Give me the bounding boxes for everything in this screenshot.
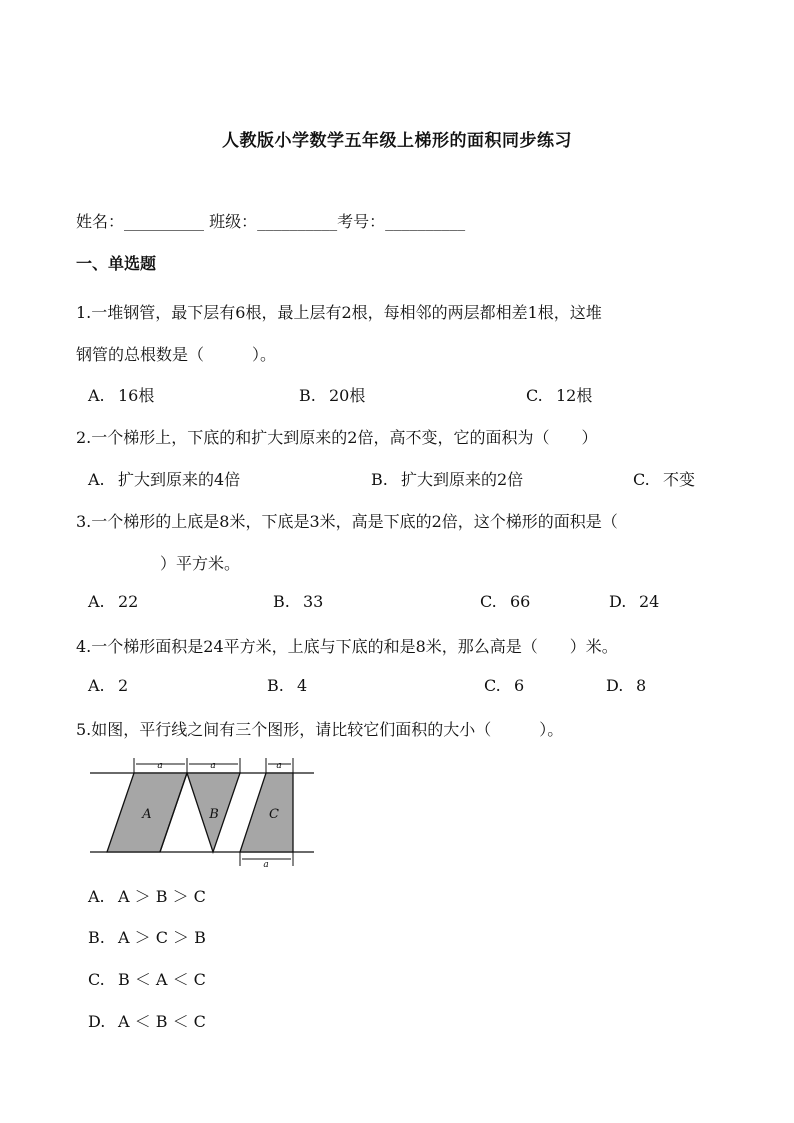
option-label: B. — [88, 928, 105, 947]
option-label: D. — [609, 592, 627, 611]
dim-label-a-2: a — [210, 761, 216, 771]
question-1-option-b[interactable] — [299, 383, 365, 406]
question-5-option-b[interactable] — [88, 925, 206, 948]
option-label: C. — [88, 970, 105, 989]
dim-label-a-4: a — [263, 860, 269, 870]
question-5-option-a[interactable] — [88, 884, 206, 907]
option-text: 8 — [636, 676, 647, 695]
name-blank: __________ — [124, 212, 205, 231]
option-label: B. — [299, 386, 316, 405]
exam-blank: __________ — [385, 212, 466, 231]
shape-c-parallelogram — [240, 773, 293, 852]
option-label: A. — [88, 470, 105, 489]
option-text: 4 — [297, 676, 308, 695]
question-1-line-2: 钢管的总根数是（ ）。 — [76, 345, 277, 364]
question-3-line-2: ）平方米。 — [160, 554, 241, 573]
option-text: 6 — [514, 676, 525, 695]
question-2-option-b[interactable] — [371, 467, 523, 490]
question-3-option-d[interactable] — [609, 592, 659, 611]
exam-label: 考号： — [337, 212, 386, 231]
class-label: 班级： — [209, 212, 258, 231]
dim-label-a-3: a — [276, 761, 282, 771]
shape-a-label: A — [142, 807, 152, 822]
option-label: C. — [484, 676, 501, 695]
option-label: D. — [88, 1012, 106, 1031]
option-label: C. — [633, 470, 650, 489]
option-text: 16根 — [118, 386, 155, 405]
section-title: 一、单选题 — [76, 254, 157, 273]
option-text: A ＜ B ＜ C — [118, 1012, 206, 1031]
shape-c-label: C — [269, 807, 279, 822]
question-2-option-c[interactable] — [633, 467, 695, 490]
question-5-option-c[interactable] — [88, 967, 206, 990]
question-4-line-1: 4.一个梯形面积是24平方米，上底与下底的和是8米，那么高是（ ）米。 — [76, 637, 618, 656]
option-text: 66 — [510, 592, 531, 611]
option-text: A ＞ C ＞ B — [118, 928, 206, 947]
option-text: 不变 — [663, 470, 696, 489]
parallel-lines-figure — [88, 755, 320, 870]
option-text: B ＜ A ＜ C — [118, 970, 206, 989]
question-4-option-a[interactable] — [88, 676, 128, 695]
dim-label-a-1: a — [157, 761, 163, 771]
question-1-line-1: 1.一堆钢管，最下层有6根，最上层有2根，每相邻的两层都相差1根，这堆 — [76, 303, 602, 322]
option-label: A. — [88, 676, 105, 695]
page-title: 人教版小学数学五年级上梯形的面积同步练习 — [222, 131, 572, 151]
question-3-option-c[interactable] — [480, 592, 530, 611]
name-label: 姓名： — [76, 212, 125, 231]
question-1-option-a[interactable] — [88, 383, 154, 406]
option-label: D. — [606, 676, 624, 695]
option-text: 2 — [118, 676, 129, 695]
question-2-option-a[interactable] — [88, 467, 240, 490]
option-text: A ＞ B ＞ C — [118, 887, 206, 906]
option-text: 22 — [118, 592, 139, 611]
question-1-option-c[interactable] — [526, 383, 592, 406]
question-4-option-c[interactable] — [484, 676, 524, 695]
option-text: 扩大到原来的2倍 — [401, 470, 524, 489]
question-4-option-b[interactable] — [267, 676, 307, 695]
student-info-line — [76, 209, 465, 232]
option-label: C. — [480, 592, 497, 611]
option-label: C. — [526, 386, 543, 405]
option-label: B. — [371, 470, 388, 489]
shape-b-label: B — [209, 807, 219, 822]
question-5-line-1: 5.如图，平行线之间有三个图形，请比较它们面积的大小（ ）。 — [76, 720, 564, 739]
class-blank: __________ — [257, 212, 338, 231]
option-text: 24 — [639, 592, 660, 611]
option-label: B. — [273, 592, 290, 611]
question-3-option-b[interactable] — [273, 592, 323, 611]
question-3-line-1: 3.一个梯形的上底是8米，下底是3米，高是下底的2倍，这个梯形的面积是（ — [76, 512, 618, 531]
option-text: 33 — [303, 592, 324, 611]
question-4-option-d[interactable] — [606, 676, 646, 695]
option-text: 20根 — [329, 386, 366, 405]
question-5-option-d[interactable] — [88, 1009, 206, 1032]
option-label: B. — [267, 676, 284, 695]
option-text: 12根 — [556, 386, 593, 405]
option-label: A. — [88, 887, 105, 906]
option-text: 扩大到原来的4倍 — [118, 470, 241, 489]
question-3-option-a[interactable] — [88, 592, 138, 611]
option-label: A. — [88, 386, 105, 405]
question-2-line-1: 2.一个梯形上，下底的和扩大到原来的2倍，高不变，它的面积为（ ） — [76, 428, 598, 447]
option-label: A. — [88, 592, 105, 611]
